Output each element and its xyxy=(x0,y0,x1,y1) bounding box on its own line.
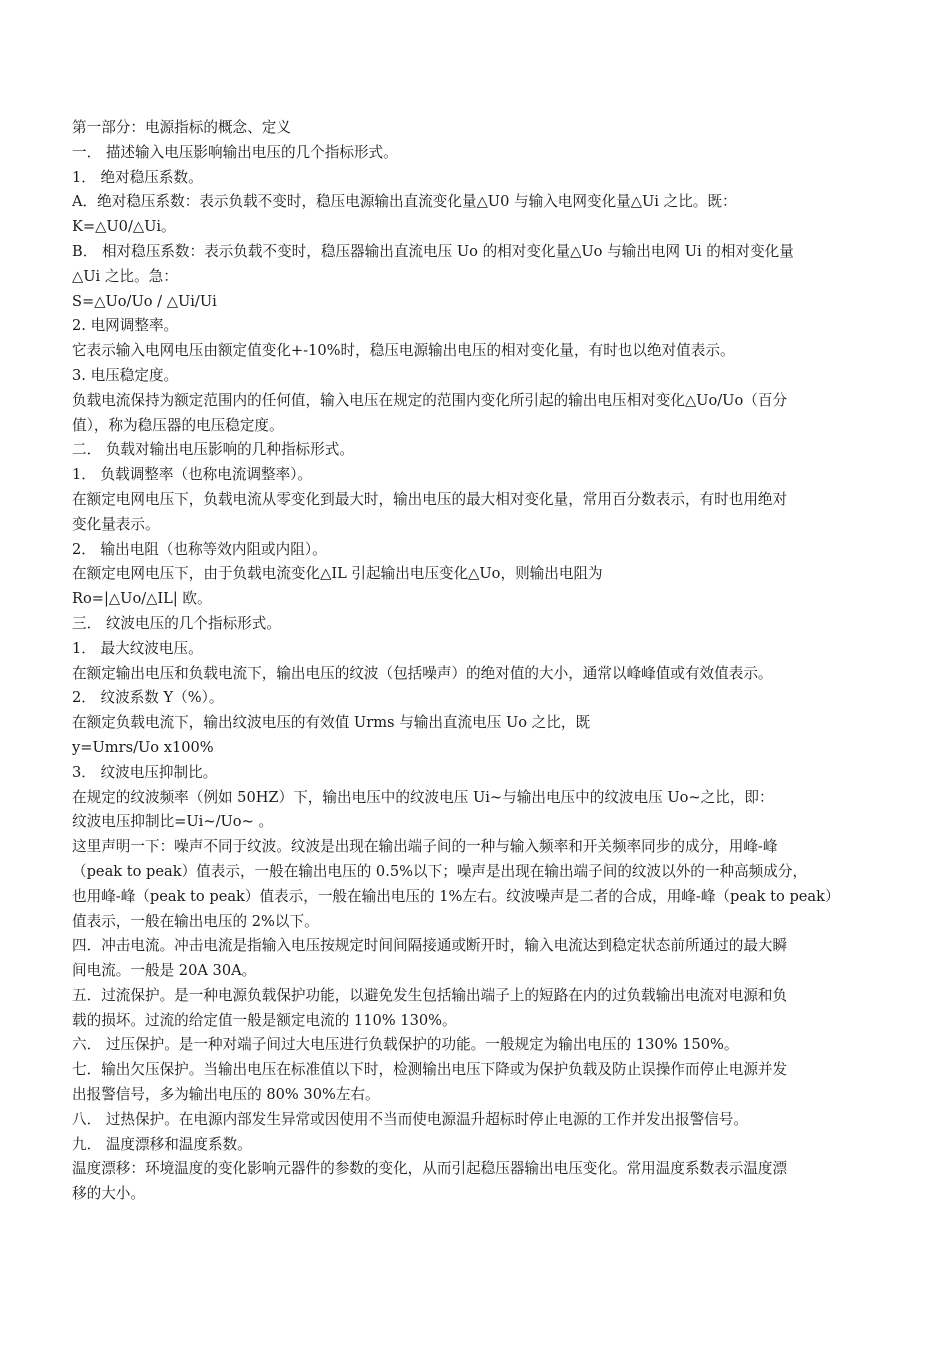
text-line: 在规定的纹波频率（例如 50HZ）下，输出电压中的纹波电压 Ui~与输出电压中的纹波电压 Uo~之比，即： xyxy=(72,788,774,806)
text-line: 2． 纹波系数 Y（%）。 xyxy=(72,689,224,707)
text-line: 在额定电网电压下，由于负载电流变化△IL 引起输出电压变化△Uo，则输出电阻为 xyxy=(72,565,603,583)
text-line: 纹波电压抑制比=Ui~/Uo~ 。 xyxy=(72,813,274,831)
text-line: △Ui 之比。急： xyxy=(72,267,178,285)
document-body xyxy=(72,116,898,1207)
text-line: 变化量表示。 xyxy=(72,515,160,533)
text-line: 七．输出欠压保护。当输出电压在标准值以下时，检测输出电压下降或为保护负载及防止误操作而停止电源并发 xyxy=(72,1061,788,1079)
text-line: 负载电流保持为额定范围内的任何值，输入电压在规定的范围内变化所引起的输出电压相对变化△Uo/Uo（百分 xyxy=(72,391,788,409)
text-line: 三． 纹波电压的几个指标形式。 xyxy=(72,614,281,632)
text-line: 1． 负载调整率（也称电流调整率）。 xyxy=(72,466,313,484)
text-line: y=Umrs/Uo x100% xyxy=(72,738,214,756)
text-line: 移的大小。 xyxy=(72,1185,145,1203)
text-line: 1． 最大纹波电压。 xyxy=(72,639,203,657)
text-line: 值表示，一般在输出电压的 2%以下。 xyxy=(72,912,319,930)
text-line: 在额定负载电流下，输出纹波电压的有效值 Urms 与输出直流电压 Uo 之比，既 xyxy=(72,714,591,732)
text-line: 载的损坏。过流的给定值一般是额定电流的 110% 130%。 xyxy=(72,1011,457,1029)
text-line: 间电流。一般是 20A 30A。 xyxy=(72,962,257,980)
text-line: 这里声明一下：噪声不同于纹波。纹波是出现在输出端子间的一种与输入频率和开关频率同步的成分，用峰-峰 xyxy=(72,838,778,856)
text-line: 它表示输入电网电压由额定值变化+-10%时，稳压电源输出电压的相对变化量，有时也以绝对值表示。 xyxy=(72,342,735,360)
text-line: 八． 过热保护。在电源内部发生异常或因使用不当而使电源温升超标时停止电源的工作并发出报警信号。 xyxy=(72,1110,748,1128)
text-line: 一． 描述输入电压影响输出电压的几个指标形式。 xyxy=(72,143,398,161)
text-line: 2. 电网调整率。 xyxy=(72,317,179,335)
text-line: 3. 电压稳定度。 xyxy=(72,366,179,384)
text-line: 温度漂移：环境温度的变化影响元器件的参数的变化，从而引起稳压器输出电压变化。常用温度系数表示温度漂 xyxy=(72,1160,788,1178)
text-line: 也用峰-峰（peak to peak）值表示，一般在输出电压的 1%左右。纹波噪声是二者的合成，用峰-峰（peak to peak） xyxy=(72,887,840,905)
text-line: A．绝对稳压系数：表示负载不变时，稳压电源输出直流变化量△U0 与输入电网变化量△Ui 之比。既： xyxy=(72,193,737,211)
text-line: 在额定电网电压下，负载电流从零变化到最大时，输出电压的最大相对变化量，常用百分数表示，有时也用绝对 xyxy=(72,490,788,508)
text-line: 1． 绝对稳压系数。 xyxy=(72,168,203,186)
text-line: 2． 输出电阻（也称等效内阻或内阻）。 xyxy=(72,540,327,558)
text-line: 四．冲击电流。冲击电流是指输入电压按规定时间间隔接通或断开时，输入电流达到稳定状态前所通过的最大瞬 xyxy=(72,937,788,955)
text-line: B． 相对稳压系数：表示负载不变时，稳压器输出直流电压 Uo 的相对变化量△Uo 与输出电网 Ui 的相对变化量 xyxy=(72,242,794,260)
text-line: 3． 纹波电压抑制比。 xyxy=(72,763,218,781)
text-line: S=△Uo/Uo / △Ui/Ui xyxy=(72,292,217,310)
text-line: 六． 过压保护。是一种对端子间过大电压进行负载保护的功能。一般规定为输出电压的 130% 150%。 xyxy=(72,1036,739,1054)
text-line: 出报警信号，多为输出电压的 80% 30%左右。 xyxy=(72,1086,380,1104)
text-line: （peak to peak）值表示，一般在输出电压的 0.5%以下；噪声是出现在输出端子间的纹波以外的一种高频成分， xyxy=(72,862,808,880)
text-line: 二． 负载对输出电压影响的几种指标形式。 xyxy=(72,441,354,459)
text-line: 值），称为稳压器的电压稳定度。 xyxy=(72,416,284,434)
text-line: 五．过流保护。是一种电源负载保护功能，以避免发生包括输出端子上的短路在内的过负载输出电流对电源和负 xyxy=(72,986,788,1004)
text-line: Ro=|△Uo/△IL| 欧。 xyxy=(72,590,212,608)
text-line: 九． 温度漂移和温度系数。 xyxy=(72,1135,252,1153)
text-line: 在额定输出电压和负载电流下，输出电压的纹波（包括噪声）的绝对值的大小，通常以峰峰值或有效值表示。 xyxy=(72,664,773,682)
text-line: 第一部分：电源指标的概念、定义 xyxy=(72,119,291,136)
text-line: K=△U0/△Ui。 xyxy=(72,218,176,236)
